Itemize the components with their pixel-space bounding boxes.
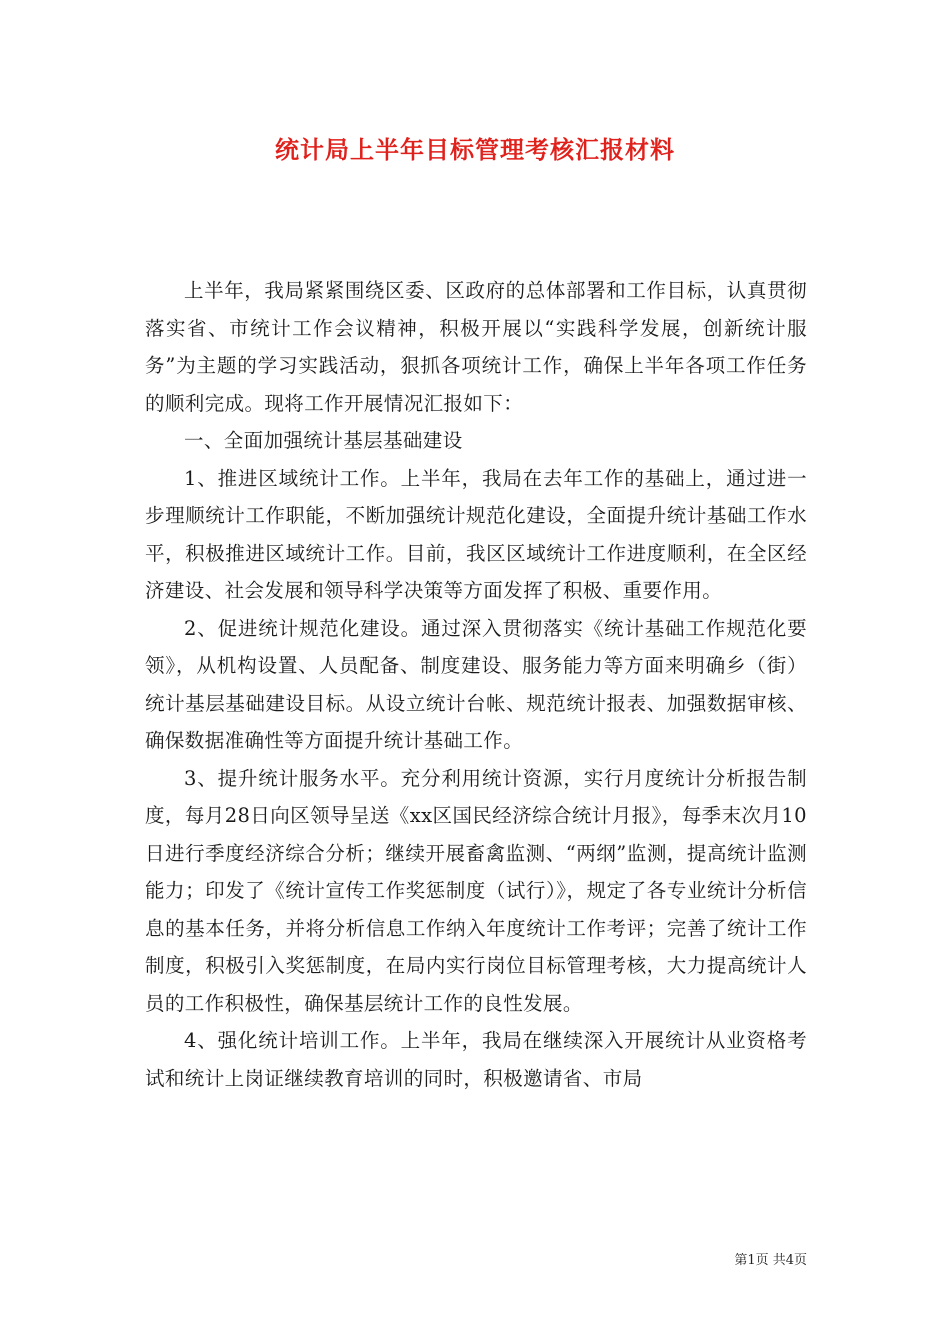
- document-title: 统计局上半年目标管理考核汇报材料: [275, 135, 675, 164]
- paragraph-item-2: 2、促进统计规范化建设。通过深入贯彻落实《统计基础工作规范化要领》，从机构设置、人员配备、制度建设、服务能力等方面来明确乡（街）统计基层基础建设目标。从设立统计台帐、规范统计报表、加强数据审核、确保数据准确性等方面提升统计基础工作。: [145, 616, 807, 752]
- document-body: [145, 272, 807, 1097]
- paragraph-item-1: 1、推进区域统计工作。上半年，我局在去年工作的基础上，通过进一步理顺统计工作职能，不断加强统计规范化建设，全面提升统计基础工作水平，积极推进区域统计工作。目前，我区区域统计工作进度顺利，在全区经济建设、社会发展和领导科学决策等方面发挥了积极、重要作用。: [145, 466, 807, 602]
- section-heading-1: 一、全面加强统计基层基础建设: [184, 429, 463, 452]
- paragraph-intro: 上半年，我局紧紧围绕区委、区政府的总体部署和工作目标，认真贯彻落实省、市统计工作会议精神，积极开展以“实践科学发展，创新统计服务”为主题的学习实践活动，狠抓各项统计工作，确保上半年各项工作任务的顺利完成。现将工作开展情况汇报如下：: [145, 279, 807, 415]
- paragraph-item-4: 4、强化统计培训工作。上半年，我局在继续深入开展统计从业资格考试和统计上岗证继续教育培训的同时，积极邀请省、市局: [145, 1029, 807, 1090]
- paragraph-item-3: 3、提升统计服务水平。充分利用统计资源，实行月度统计分析报告制度，每月28日向区领导呈送《xx区国民经济综合统计月报》，每季末次月10日进行季度经济综合分析；继续开展畜禽监测、“两纲”监测，提高统计监测能力；印发了《统计宣传工作奖惩制度（试行）》，规定了各专业统计分析信息的基本任务，并将分析信息工作纳入年度统计工作考评；完善了统计工作制度，积极引入奖惩制度，在局内实行岗位目标管理考核，大力提高统计人员的工作积极性，确保基层统计工作的良性发展。: [145, 766, 807, 1015]
- page-number-footer: 第1页 共4页: [734, 1253, 807, 1268]
